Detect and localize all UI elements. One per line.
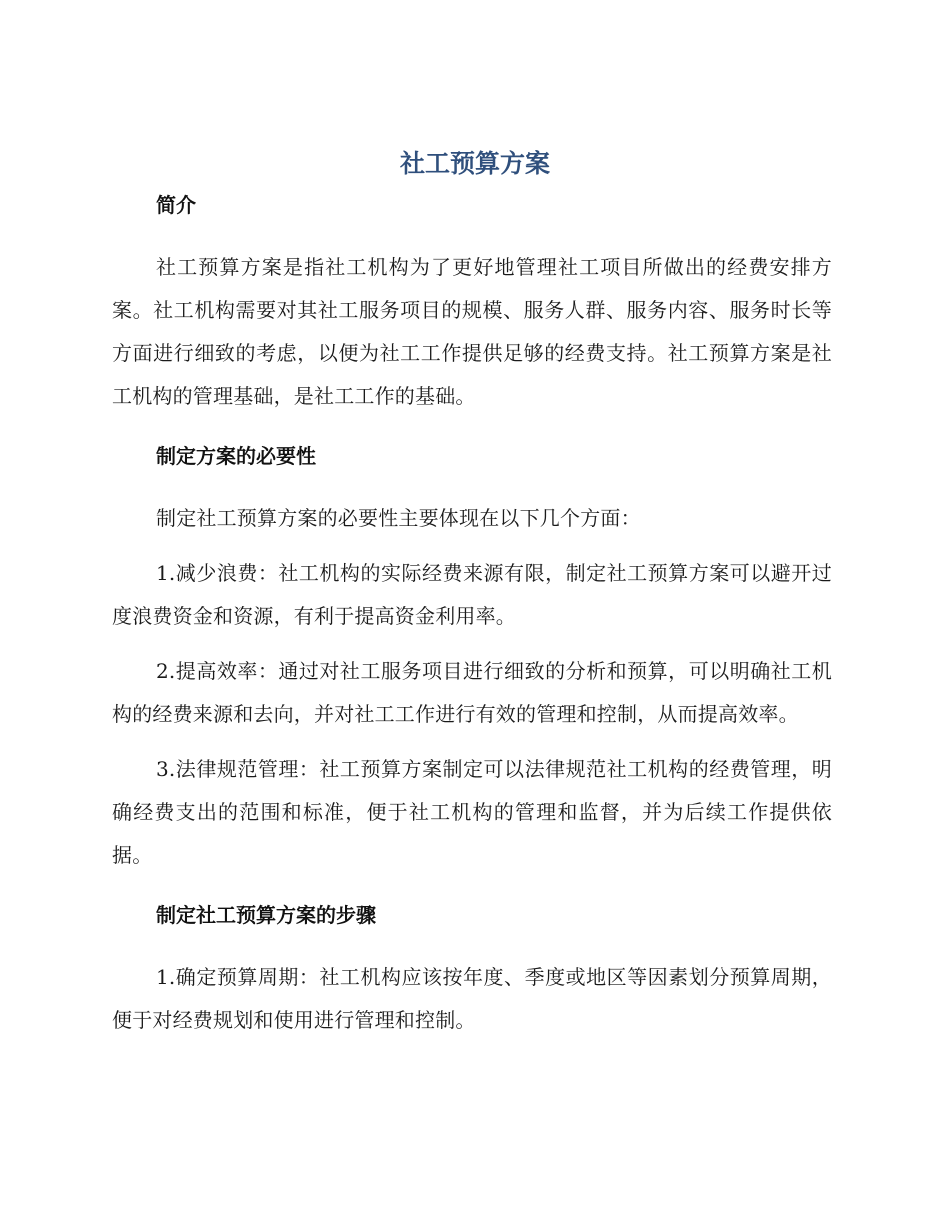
document-title: 社工预算方案 — [399, 149, 550, 178]
steps-item-1: 1.确定预算周期：社工机构应该按年度、季度或地区等因素划分预算周期，便于对经费规划和使用进行管理和控制。 — [112, 965, 832, 1032]
necessity-item-3: 3.法律规范管理：社工预算方案制定可以法律规范社工机构的经费管理，明确经费支出的范围和标准，便于社工机构的管理和监督，并为后续工作提供依据。 — [112, 757, 832, 867]
section-heading-intro: 简介 — [156, 193, 196, 217]
document-body — [112, 188, 832, 1042]
necessity-item-1: 1.减少浪费：社工机构的实际经费来源有限，制定社工预算方案可以避开过度浪费资金和资源，有利于提高资金利用率。 — [112, 561, 832, 628]
necessity-lead-paragraph: 制定社工预算方案的必要性主要体现在以下几个方面： — [156, 506, 641, 530]
intro-paragraph: 社工预算方案是指社工机构为了更好地管理社工项目所做出的经费安排方案。社工机构需要对其社工服务项目的规模、服务人群、服务内容、服务时长等方面进行细致的考虑，以便为社工工作提供足够的经费支持。社工预算方案是社工机构的管理基础，是社工工作的基础。 — [112, 255, 832, 408]
section-heading-steps: 制定社工预算方案的步骤 — [156, 903, 376, 927]
necessity-item-2: 2.提高效率：通过对社工服务项目进行细致的分析和预算，可以明确社工机构的经费来源和去向，并对社工工作进行有效的管理和控制，从而提高效率。 — [112, 659, 832, 726]
section-heading-necessity: 制定方案的必要性 — [156, 444, 316, 468]
